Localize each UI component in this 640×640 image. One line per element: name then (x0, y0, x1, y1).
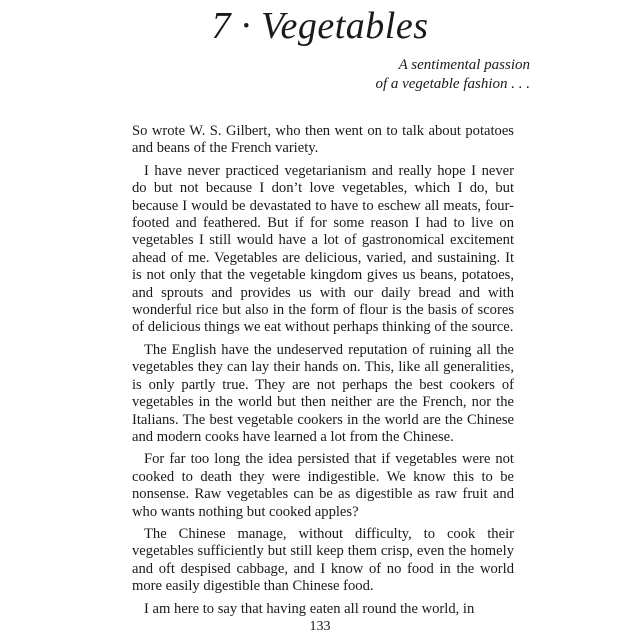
paragraph: For far too long the idea persisted that if vegetables were not cooked to death they were indigestible. We know this to be nonsense. Raw vegetables can be as digestible as raw fruit and who wants nothing but cooked apples? (132, 451, 514, 520)
paragraph: So wrote W. S. Gilbert, who then went on to talk about potatoes and beans of the French variety. (132, 123, 514, 157)
chapter-title: 7 · Vegetables (211, 5, 429, 47)
epigraph (300, 56, 530, 94)
paragraph: The Chinese manage, without difficulty, to cook their vegetables sufficiently but still keep them crisp, even the homely and oft despised cabbage, and I know of no food in the world more easily digestible than Chinese food. (132, 525, 514, 595)
epigraph-line: of a vegetable fashion . . . (375, 76, 530, 92)
paragraph: I am here to say that having eaten all round the world, in (144, 600, 475, 617)
paragraph: The English have the undeserved reputation of ruining all the vegetables they can lay their hands on. This, like all generalities, is only partly true. They are not perhaps the best cookers of vegetables in the world but then neither are the French, nor the Italians. The best vegetable cookers in the world are the Chinese and modern cooks have learned a lot from the Chinese. (132, 341, 514, 445)
paragraph: I have never practiced vegetarianism and really hope I never do but not because I don’t love vegetables, which I do, but because I would be devastated to have to eschew all meats, four-footed and feathered. But if for some reason I had to live on vegetables I still would have a lot of gastronomical excitement ahead of me. Vegetables are delicious, varied, and sustaining. It is not only that the vegetable kingdom gives us beans, potatoes, and sprouts and provides us with our daily bread and with wonderful rice but also in the form of flour is the basis of scores of delicious things we eat without perhaps thinking of the source. (132, 162, 514, 336)
body-text (132, 123, 514, 618)
page-number: 133 (309, 619, 331, 634)
epigraph-line: A sentimental passion (398, 57, 530, 73)
